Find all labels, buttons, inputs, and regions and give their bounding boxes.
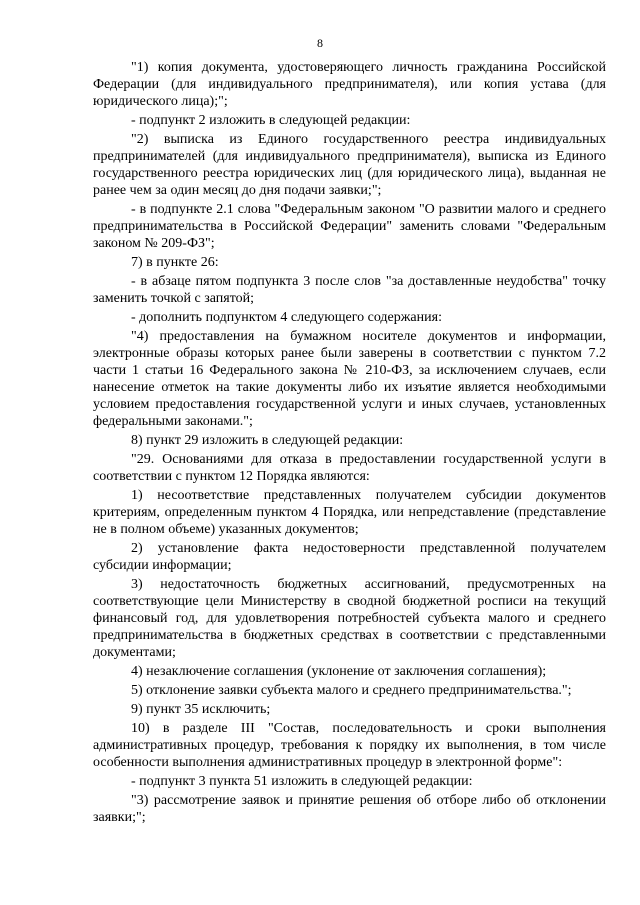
paragraph-9: 8) пункт 29 изложить в следующей редакции: (131, 433, 404, 448)
paragraph-12: 2) установление факта недостоверности представленной получателем субсидии информации; (93, 541, 606, 573)
paragraph-10: "29. Основаниями для отказа в предоставлении государственной услуги в соответствии с пунктом 12 Порядка являются: (93, 452, 606, 484)
paragraph-11: 1) несоответствие представленных получателем субсидии документов критериям, определенным пунктом 4 Порядка, или непредставление (представление не в полном объеме) указанных документов; (93, 488, 606, 537)
paragraph-1: "1) копия документа, удостоверяющего личность гражданина Российской Федерации (для индивидуального предпринимателя), или копия устава (для юридического лица);"; (93, 60, 606, 109)
document-body (93, 59, 606, 826)
paragraph-14: 4) незаключение соглашения (уклонение от заключения соглашения); (131, 664, 547, 679)
paragraph-16: 9) пункт 35 исключить; (131, 702, 271, 717)
paragraph-3: "2) выписка из Единого государственного реестра индивидуальных предпринимателей (для индивидуального предпринимателя), выписка из Единого государственного реестра юридических лиц (для юридического лица), выданная не ранее чем за один месяц до дня подачи заявки;"; (93, 132, 606, 198)
paragraph-17: 10) в разделе III "Состав, последовательность и сроки выполнения административных процедур, требования к порядку их выполнения, в том числе особенности выполнения административных процедур в электронной форме": (93, 721, 606, 770)
paragraph-2: - подпункт 2 изложить в следующей редакции: (131, 113, 411, 128)
paragraph-8: "4) предоставления на бумажном носителе документов и информации, электронные образы которых ранее были заверены в соответствии с пунктом 7.2 части 1 статьи 16 Федерального закона № 210-ФЗ, за исключением случаев, если нанесение отметок на такие документы либо их изъятие является необходимыми условием предоставления государственной услуги и иных случаев, установленных федеральными законами."; (93, 329, 606, 429)
paragraph-18: - подпункт 3 пункта 51 изложить в следующей редакции: (131, 774, 473, 789)
paragraph-15: 5) отклонение заявки субъекта малого и среднего предпринимательства."; (131, 683, 572, 698)
paragraph-19: "3) рассмотрение заявок и принятие решения об отборе либо об отклонении заявки;"; (93, 793, 606, 825)
paragraph-4: - в подпункте 2.1 слова "Федеральным законом "О развитии малого и среднего предпринимательства в Российской Федерации" заменить словами "Федеральным законом № 209-ФЗ"; (93, 202, 606, 251)
paragraph-7: - дополнить подпунктом 4 следующего содержания: (131, 310, 442, 325)
paragraph-6: - в абзаце пятом подпункта 3 после слов "за доставленные неудобства" точку заменить точкой с запятой; (93, 274, 606, 306)
paragraph-13: 3) недостаточность бюджетных ассигнований, предусмотренных на соответствующие цели Министерству в сводной бюджетной росписи на текущий финансовый год, для удовлетворения потребностей субъекта малого и среднего предпринимательства в бюджетных средствах в соответствии с представленными документами; (93, 577, 606, 660)
page-number: 8 (317, 36, 323, 50)
paragraph-5: 7) в пункте 26: (131, 255, 219, 270)
